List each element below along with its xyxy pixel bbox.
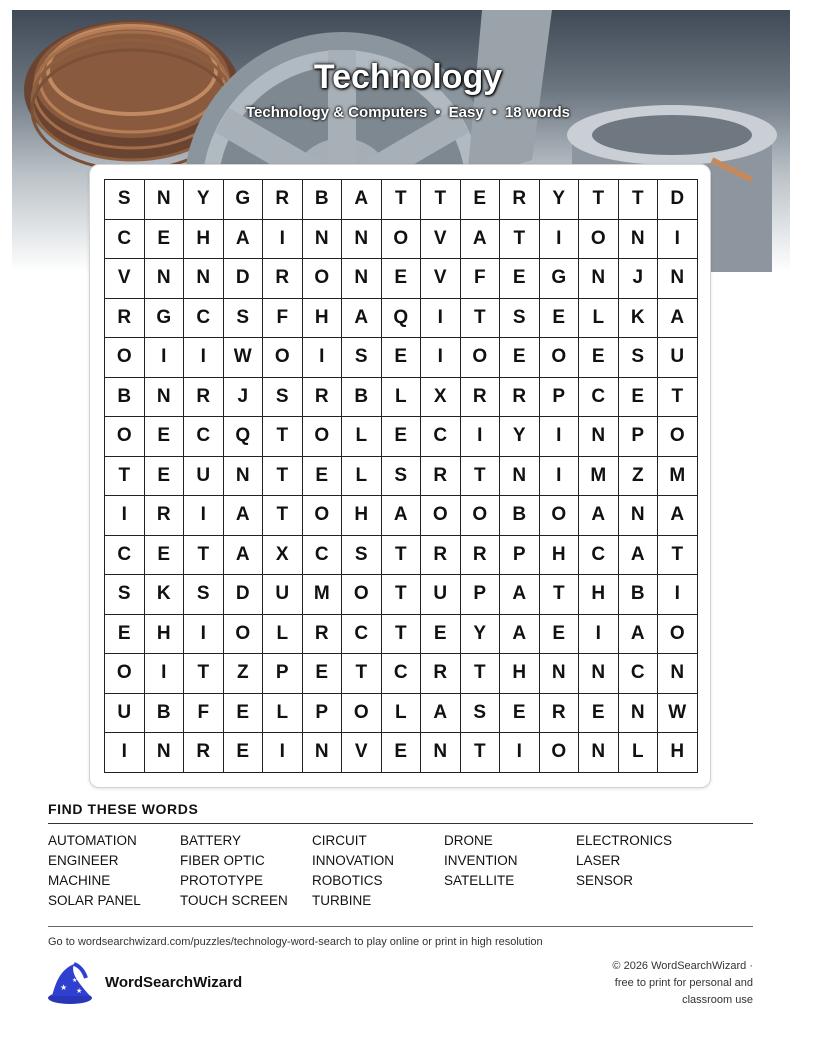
grid-cell[interactable]: H (579, 575, 619, 615)
word-list-item: FIBER OPTIC (180, 853, 265, 868)
grid-cell[interactable]: I (145, 338, 185, 378)
grid-cell[interactable]: T (461, 733, 501, 773)
grid-cell[interactable]: S (461, 694, 501, 734)
grid-cell[interactable]: I (184, 338, 224, 378)
grid-cell[interactable]: Q (382, 299, 422, 339)
grid-cell[interactable]: I (184, 615, 224, 655)
grid-cell[interactable]: E (619, 378, 659, 418)
word-list-item: LASER (576, 853, 621, 868)
grid-cell[interactable]: U (184, 457, 224, 497)
grid-cell[interactable]: C (619, 654, 659, 694)
grid-cell[interactable]: H (145, 615, 185, 655)
grid-cell[interactable]: B (105, 378, 145, 418)
grid-cell[interactable]: H (303, 299, 343, 339)
grid-cell[interactable]: O (579, 220, 619, 260)
grid-cell[interactable]: P (263, 654, 303, 694)
grid-cell[interactable]: N (303, 733, 343, 773)
grid-cell[interactable]: E (145, 536, 185, 576)
grid-cell[interactable]: N (145, 180, 185, 220)
grid-cell[interactable]: H (500, 654, 540, 694)
grid-cell[interactable]: X (263, 536, 303, 576)
grid-cell[interactable]: E (500, 694, 540, 734)
grid-cell[interactable]: M (579, 457, 619, 497)
grid-cell[interactable]: T (500, 220, 540, 260)
grid-cell[interactable]: A (224, 220, 264, 260)
grid-cell[interactable]: V (342, 733, 382, 773)
grid-cell[interactable]: T (184, 654, 224, 694)
word-list-item: CIRCUIT (312, 833, 367, 848)
grid-cell[interactable]: N (579, 259, 619, 299)
word-list-item: DRONE (444, 833, 493, 848)
grid-cell[interactable]: N (619, 220, 659, 260)
grid-cell[interactable]: R (184, 378, 224, 418)
grid-cell[interactable]: H (540, 536, 580, 576)
word-list-item: ELECTRONICS (576, 833, 673, 848)
grid-cell[interactable]: N (342, 220, 382, 260)
grid-cell[interactable]: T (540, 575, 580, 615)
word-list-item: SOLAR PANEL (48, 893, 141, 908)
grid-cell[interactable]: D (224, 259, 264, 299)
grid-cell[interactable]: Y (500, 417, 540, 457)
grid-cell[interactable]: O (263, 338, 303, 378)
grid-cell[interactable]: H (342, 496, 382, 536)
grid-cell[interactable]: E (500, 259, 540, 299)
grid-cell[interactable]: G (145, 299, 185, 339)
grid-cell[interactable]: T (461, 299, 501, 339)
grid-cell[interactable]: T (382, 615, 422, 655)
grid-cell[interactable]: S (105, 575, 145, 615)
grid-cell[interactable]: O (342, 575, 382, 615)
word-list-item: ENGINEER (48, 853, 119, 868)
grid-cell[interactable]: O (421, 496, 461, 536)
puzzle-meta (0, 104, 816, 121)
grid-cell[interactable]: Z (619, 457, 659, 497)
grid-cell[interactable]: U (658, 338, 698, 378)
grid-cell[interactable]: L (263, 615, 303, 655)
grid-cell[interactable]: N (579, 417, 619, 457)
grid-cell[interactable]: L (342, 457, 382, 497)
grid-cell[interactable]: T (461, 457, 501, 497)
grid-cell[interactable]: R (500, 378, 540, 418)
grid-cell[interactable]: O (461, 338, 501, 378)
grid-cell[interactable]: D (224, 575, 264, 615)
word-list-item: TOUCH SCREEN (180, 893, 288, 908)
grid-cell[interactable]: Y (184, 180, 224, 220)
grid-cell[interactable]: A (619, 536, 659, 576)
grid-cell[interactable]: S (342, 536, 382, 576)
grid-cell[interactable]: T (658, 536, 698, 576)
grid-cell[interactable]: I (658, 220, 698, 260)
grid-cell[interactable]: P (303, 694, 343, 734)
copyright-line: classroom use (682, 994, 753, 1006)
grid-cell[interactable]: B (303, 180, 343, 220)
grid-cell[interactable]: L (342, 417, 382, 457)
grid-cell[interactable]: B (342, 378, 382, 418)
separator-dot: • (435, 104, 441, 121)
grid-cell[interactable]: E (303, 654, 343, 694)
grid-cell[interactable]: I (500, 733, 540, 773)
word-list-item: SENSOR (576, 873, 634, 888)
grid-cell[interactable]: R (263, 180, 303, 220)
grid-cell[interactable]: E (461, 180, 501, 220)
grid-cell[interactable]: C (421, 417, 461, 457)
grid-cell[interactable]: S (263, 378, 303, 418)
grid-cell[interactable]: U (105, 694, 145, 734)
grid-cell[interactable]: O (105, 654, 145, 694)
grid-cell[interactable]: I (421, 338, 461, 378)
grid-cell[interactable]: T (382, 180, 422, 220)
grid-cell[interactable]: E (303, 457, 343, 497)
grid-cell[interactable]: R (500, 180, 540, 220)
wizard-hat-icon (46, 962, 94, 1006)
grid-cell[interactable]: N (619, 694, 659, 734)
grid-cell[interactable]: T (342, 654, 382, 694)
grid-cell[interactable]: T (421, 180, 461, 220)
grid-cell[interactable]: A (382, 496, 422, 536)
grid-cell[interactable]: M (658, 457, 698, 497)
separator-dot: • (491, 104, 497, 121)
grid-cell[interactable]: O (658, 417, 698, 457)
grid-cell[interactable]: G (540, 259, 580, 299)
grid-cell[interactable]: E (224, 694, 264, 734)
word-list-item: AUTOMATION (48, 833, 137, 848)
grid-cell[interactable]: E (579, 694, 619, 734)
grid-cell[interactable]: F (461, 259, 501, 299)
grid-cell[interactable]: T (263, 417, 303, 457)
word-list-item: BATTERY (180, 833, 242, 848)
grid-cell[interactable]: V (421, 259, 461, 299)
word-list-item: MACHINE (48, 873, 111, 888)
grid-cell[interactable]: N (303, 220, 343, 260)
grid-cell[interactable]: R (421, 654, 461, 694)
grid-cell[interactable]: O (303, 496, 343, 536)
svg-text:★: ★ (72, 978, 78, 984)
grid-cell[interactable]: G (224, 180, 264, 220)
grid-cell[interactable]: S (500, 299, 540, 339)
grid-cell[interactable]: T (579, 180, 619, 220)
grid-cell[interactable]: L (382, 694, 422, 734)
grid-cell[interactable]: E (579, 338, 619, 378)
grid-cell[interactable]: O (540, 733, 580, 773)
grid-cell[interactable]: R (303, 615, 343, 655)
grid-cell[interactable]: C (579, 536, 619, 576)
grid-cell[interactable]: A (619, 615, 659, 655)
grid-cell[interactable]: B (145, 694, 185, 734)
grid-cell[interactable]: T (382, 536, 422, 576)
grid-cell[interactable]: T (263, 496, 303, 536)
grid-cell[interactable]: H (658, 733, 698, 773)
grid-cell[interactable]: K (145, 575, 185, 615)
grid-cell[interactable]: C (105, 220, 145, 260)
grid-cell[interactable]: T (105, 457, 145, 497)
grid-cell[interactable]: V (421, 220, 461, 260)
word-list-item: SATELLITE (444, 873, 515, 888)
grid-cell[interactable]: E (145, 457, 185, 497)
grid-cell[interactable]: C (105, 536, 145, 576)
grid-cell[interactable]: A (658, 299, 698, 339)
grid-cell[interactable]: I (105, 733, 145, 773)
grid-cell[interactable]: A (658, 496, 698, 536)
grid-cell[interactable]: E (224, 733, 264, 773)
word-list-item: PROTOTYPE (180, 873, 264, 888)
grid-cell[interactable]: D (658, 180, 698, 220)
grid-cell[interactable]: W (658, 694, 698, 734)
grid-cell[interactable]: I (105, 496, 145, 536)
grid-cell[interactable]: T (263, 457, 303, 497)
grid-cell[interactable]: T (184, 536, 224, 576)
word-list-item: INNOVATION (312, 853, 395, 868)
word-list-item: TURBINE (312, 893, 372, 908)
grid-cell[interactable]: L (619, 733, 659, 773)
copyright-line: © 2026 WordSearchWizard · (612, 960, 753, 972)
grid-cell[interactable]: U (263, 575, 303, 615)
grid-cell[interactable]: P (461, 575, 501, 615)
grid-cell[interactable]: I (540, 417, 580, 457)
grid-cell[interactable]: R (184, 733, 224, 773)
grid-cell[interactable]: N (579, 654, 619, 694)
grid-cell[interactable]: R (461, 536, 501, 576)
grid-cell[interactable]: A (421, 694, 461, 734)
grid-cell[interactable]: J (224, 378, 264, 418)
grid-cell[interactable]: S (224, 299, 264, 339)
grid-cell[interactable]: S (342, 338, 382, 378)
grid-cell[interactable]: S (619, 338, 659, 378)
divider (48, 823, 753, 824)
grid-cell[interactable]: O (540, 338, 580, 378)
grid-cell[interactable]: N (421, 733, 461, 773)
footer-link-text[interactable]: Go to wordsearchwizard.com/puzzles/technology-word-search to play online or print in high resolution (48, 936, 543, 948)
grid-cell[interactable]: O (461, 496, 501, 536)
grid-cell[interactable]: N (342, 259, 382, 299)
letter-grid (104, 179, 698, 773)
grid-cell[interactable]: Y (540, 180, 580, 220)
grid-cell[interactable]: N (540, 654, 580, 694)
grid-cell[interactable]: I (184, 496, 224, 536)
grid-cell[interactable]: O (105, 338, 145, 378)
grid-cell[interactable]: I (263, 220, 303, 260)
grid-cell[interactable]: N (658, 654, 698, 694)
grid-cell[interactable]: C (579, 378, 619, 418)
word-list-item: ROBOTICS (312, 873, 383, 888)
grid-cell[interactable]: O (303, 417, 343, 457)
grid-cell[interactable]: R (145, 496, 185, 536)
grid-cell[interactable]: Z (224, 654, 264, 694)
grid-cell[interactable]: Q (224, 417, 264, 457)
grid-cell[interactable]: R (421, 457, 461, 497)
grid-cell[interactable]: A (224, 496, 264, 536)
grid-cell[interactable]: B (619, 575, 659, 615)
grid-cell[interactable]: A (342, 180, 382, 220)
grid-cell[interactable]: F (263, 299, 303, 339)
grid-cell[interactable]: W (224, 338, 264, 378)
word-list-item: INVENTION (444, 853, 518, 868)
grid-cell[interactable]: R (461, 378, 501, 418)
grid-cell[interactable]: N (579, 733, 619, 773)
grid-cell[interactable]: R (105, 299, 145, 339)
word-list (48, 831, 753, 911)
svg-text:★: ★ (76, 988, 83, 995)
grid-cell[interactable]: O (382, 220, 422, 260)
grid-cell[interactable]: O (342, 694, 382, 734)
divider (48, 926, 753, 927)
grid-cell[interactable]: T (382, 575, 422, 615)
grid-cell[interactable]: X (421, 378, 461, 418)
grid-cell[interactable]: O (658, 615, 698, 655)
grid-cell[interactable]: N (619, 496, 659, 536)
grid-cell[interactable]: I (303, 338, 343, 378)
grid-cell[interactable]: N (658, 259, 698, 299)
grid-cell[interactable]: E (382, 338, 422, 378)
grid-cell[interactable]: S (382, 457, 422, 497)
grid-cell[interactable]: B (500, 496, 540, 536)
grid-cell[interactable]: S (105, 180, 145, 220)
grid-cell[interactable]: K (619, 299, 659, 339)
grid-cell[interactable]: L (382, 378, 422, 418)
grid-cell[interactable]: N (500, 457, 540, 497)
grid-cell[interactable]: E (540, 615, 580, 655)
grid-cell[interactable]: N (224, 457, 264, 497)
grid-cell[interactable]: E (145, 417, 185, 457)
grid-cell[interactable]: C (184, 417, 224, 457)
grid-cell[interactable]: E (500, 338, 540, 378)
grid-cell[interactable]: I (263, 733, 303, 773)
grid-cell[interactable]: N (145, 259, 185, 299)
svg-text:★: ★ (60, 983, 68, 992)
grid-cell[interactable]: E (105, 615, 145, 655)
grid-cell[interactable]: T (658, 378, 698, 418)
grid-cell[interactable]: E (382, 417, 422, 457)
grid-cell[interactable]: A (342, 299, 382, 339)
grid-cell[interactable]: L (579, 299, 619, 339)
grid-cell[interactable]: N (145, 378, 185, 418)
grid-cell[interactable]: E (145, 220, 185, 260)
grid-cell[interactable]: I (579, 615, 619, 655)
grid-cell[interactable]: C (382, 654, 422, 694)
grid-cell[interactable]: A (500, 575, 540, 615)
grid-cell[interactable]: M (303, 575, 343, 615)
brand-name: WordSearchWizard (105, 974, 243, 991)
grid-cell[interactable]: T (461, 654, 501, 694)
grid-cell[interactable]: E (540, 299, 580, 339)
grid-cell[interactable]: R (540, 694, 580, 734)
category-label: Technology & Computers (245, 104, 428, 121)
grid-cell[interactable]: I (540, 457, 580, 497)
grid-cell[interactable]: A (224, 536, 264, 576)
difficulty-label: Easy (448, 104, 484, 121)
grid-cell[interactable]: O (105, 417, 145, 457)
grid-cell[interactable]: A (461, 220, 501, 260)
grid-cell[interactable]: I (145, 654, 185, 694)
grid-cell[interactable]: F (184, 694, 224, 734)
copyright-line: free to print for personal and (614, 977, 753, 989)
grid-cell[interactable]: H (184, 220, 224, 260)
copyright-notice (573, 958, 753, 1009)
grid-cell[interactable]: I (658, 575, 698, 615)
grid-cell[interactable]: R (303, 378, 343, 418)
grid-cell[interactable]: I (421, 299, 461, 339)
grid-cell[interactable]: A (500, 615, 540, 655)
grid-cell[interactable]: L (263, 694, 303, 734)
grid-cell[interactable]: E (382, 733, 422, 773)
grid-cell[interactable]: O (540, 496, 580, 536)
grid-cell[interactable]: O (224, 615, 264, 655)
page-title: Technology (313, 58, 503, 96)
grid-cell[interactable]: R (421, 536, 461, 576)
grid-cell[interactable]: O (303, 259, 343, 299)
grid-cell[interactable]: P (500, 536, 540, 576)
grid-cell[interactable]: N (145, 733, 185, 773)
grid-cell[interactable]: R (263, 259, 303, 299)
word-count-label: 18 words (504, 104, 570, 121)
grid-cell[interactable]: E (421, 615, 461, 655)
grid-cell[interactable]: T (619, 180, 659, 220)
grid-cell[interactable]: S (184, 575, 224, 615)
grid-cell[interactable]: I (540, 220, 580, 260)
grid-cell[interactable]: U (421, 575, 461, 615)
grid-cell[interactable]: P (540, 378, 580, 418)
grid-cell[interactable]: P (619, 417, 659, 457)
grid-cell[interactable]: V (105, 259, 145, 299)
grid-cell[interactable]: I (461, 417, 501, 457)
grid-cell[interactable]: E (382, 259, 422, 299)
grid-cell[interactable]: Y (461, 615, 501, 655)
grid-cell[interactable]: J (619, 259, 659, 299)
grid-cell[interactable]: C (342, 615, 382, 655)
grid-cell[interactable]: N (184, 259, 224, 299)
grid-cell[interactable]: C (303, 536, 343, 576)
grid-cell[interactable]: A (579, 496, 619, 536)
word-list-heading: FIND THESE WORDS (48, 801, 199, 817)
grid-cell[interactable]: C (184, 299, 224, 339)
